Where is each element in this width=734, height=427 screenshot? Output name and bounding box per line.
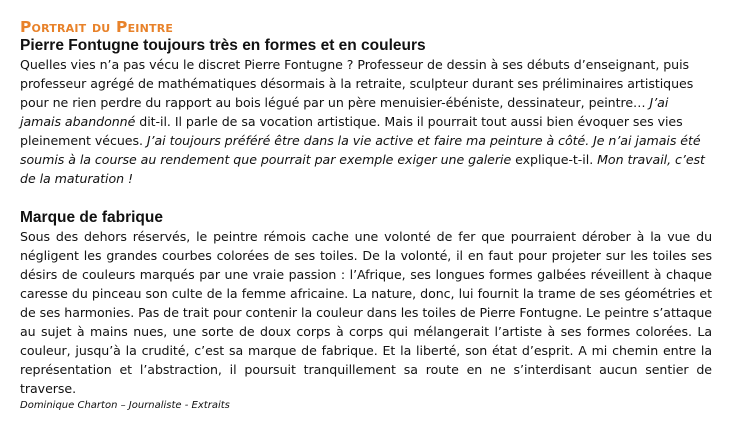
intro-text-2: dit-il. Il parle de sa vocation artistique. Mais il pourrait tout aussi bien évoquer ses vies pleinement vécues. <box>20 114 683 148</box>
subheading: Marque de fabrique <box>20 209 163 226</box>
section-label: Portrait du Peintre <box>20 18 174 36</box>
article-title: Pierre Fontugne toujours très en formes et en couleurs <box>20 37 426 54</box>
intro-quote-2: J’ai toujours préféré être dans la vie active et faire ma peinture à côté. Je n’ai jamais été soumis à la course au rendement que pourrait par exemple exiger une galerie <box>20 133 701 167</box>
intro-text-1: Quelles vies n’a pas vécu le discret Pierre Fontugne ? Professeur de dessin à ses débuts d’enseignant, puis professeur agrégé de mathématiques désormais à la retraite, sculpteur durant ses préliminaires artistiques pour ne rien perdre du rapport au bois légué par un père menuisier-ébéniste, dessinateur, peintre… <box>20 57 694 110</box>
intro-paragraph <box>20 55 712 188</box>
intro-quote-3: Mon travail, c’est de la maturation ! <box>20 152 705 186</box>
intro-text-3: explique-t-il. <box>511 152 598 167</box>
author-signature: Dominique Charton – Journaliste - Extraits <box>20 400 230 411</box>
intro-quote-1: J’ai jamais abandonné <box>20 95 669 129</box>
paragraph-spacer <box>20 188 734 208</box>
body-paragraph: Sous des dehors réservés, le peintre rémois cache une volonté de fer que pourraient dérober à la vue du négligent les grandes courbes colorées de ses toiles. De la volonté, il en faut pour projeter sur les toiles ses désirs de couleurs marqués par une vraie passion : l’Afrique, ses longues formes galbées réveillent à chaque caresse du pinceau son culte de la femme africaine. La nature, donc, lui fournit la trame de ses géométries et de ses harmonies. Pas de trait pour contenir la couleur dans les toiles de Pierre Fontugne. Le peintre s’attaque au sujet à mains nues, une sorte de doux corps à corps qui mélangerait l’artiste à ses formes colorées. La couleur, jusqu’à la crudité, c’est sa marque de fabrique. Et la liberté, son état d’esprit. A mi chemin entre la représentation et l’abstraction, il poursuit tranquillement sa route en ne s’interdisant aucun sentier de traverse. <box>20 229 712 396</box>
